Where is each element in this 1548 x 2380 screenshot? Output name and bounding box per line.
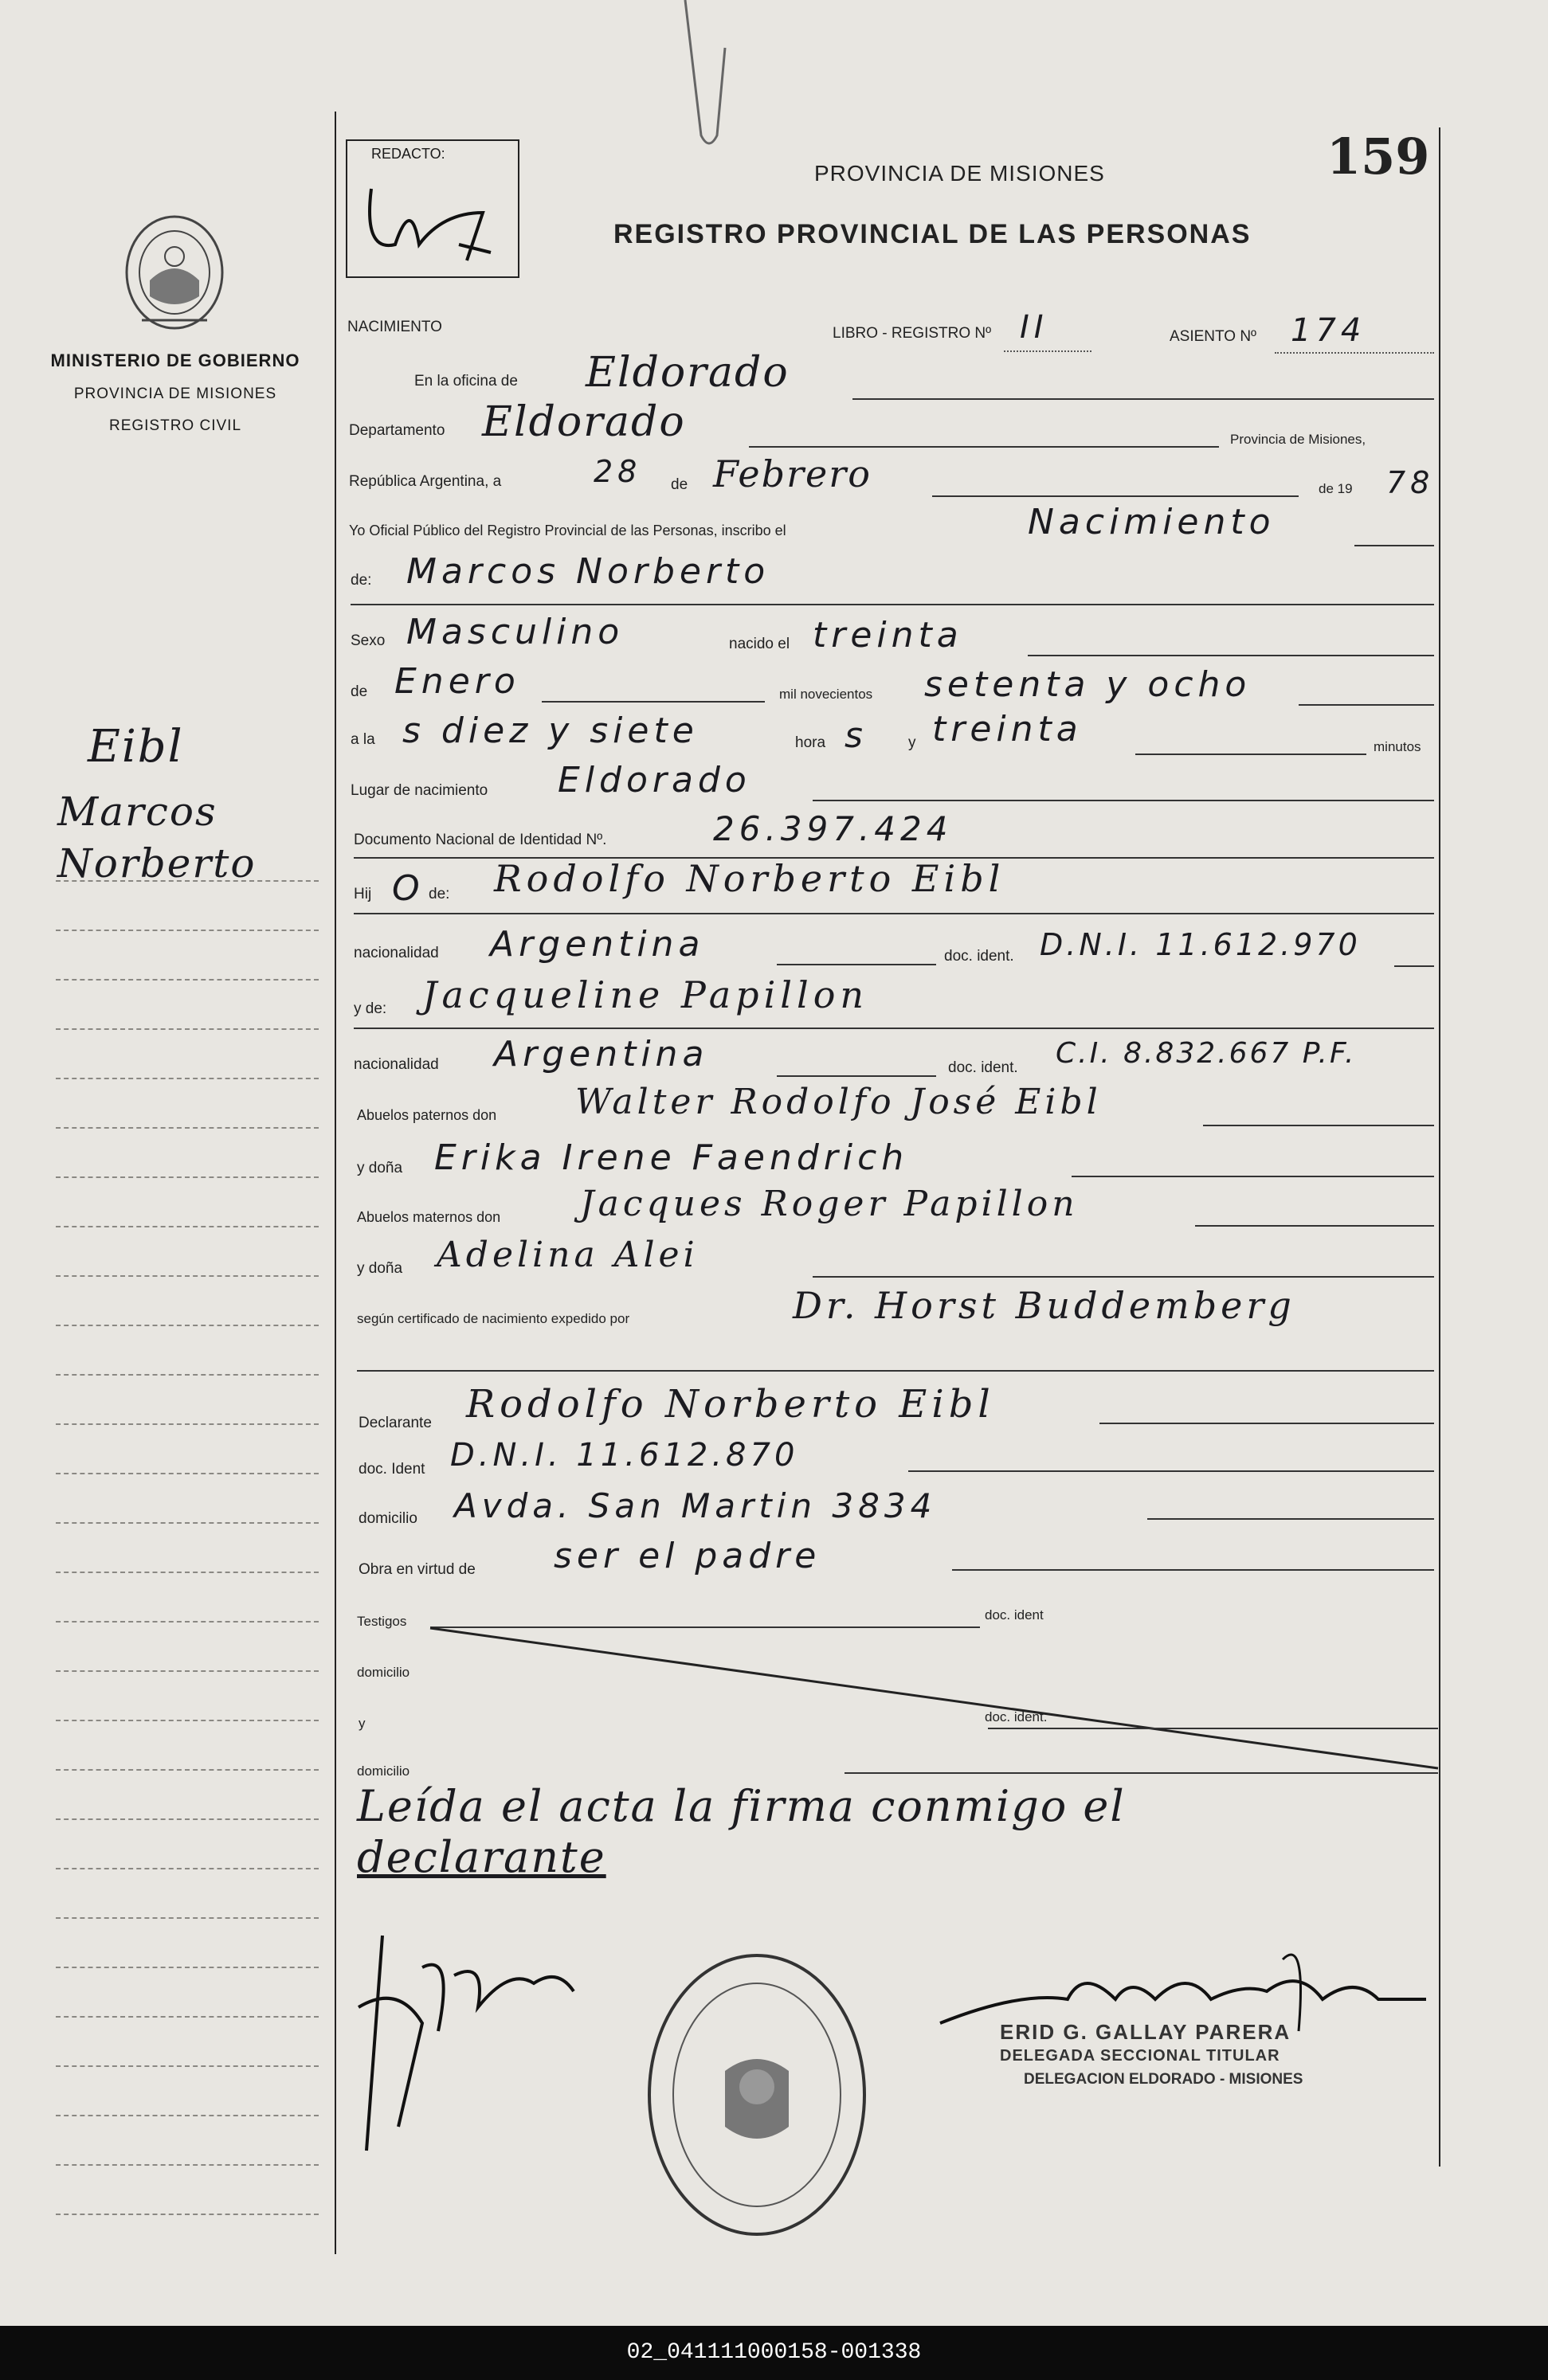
doc2-value: C.I. 8.832.667 P.F.	[1056, 1037, 1357, 1070]
alas-label: a la	[351, 731, 375, 748]
alas-value: s diez y siete	[402, 710, 699, 751]
doc1-label: doc. ident.	[944, 948, 1014, 965]
de-label: de	[671, 476, 688, 493]
departamento-label: Departamento	[349, 422, 445, 439]
oficina-value: Eldorado	[586, 349, 790, 397]
nac1-label: nacionalidad	[354, 945, 439, 961]
oficial-label: Yo Oficial Público del Registro Provincial de las Personas, inscribo el	[349, 523, 786, 538]
obra-label: Obra en virtud de	[359, 1561, 476, 1578]
dni-label: Documento Nacional de Identidad Nº.	[354, 832, 607, 848]
domicilio-label: domicilio	[359, 1510, 417, 1527]
registry-seal	[637, 1944, 876, 2246]
footer-id: 02_041111000158-001338	[0, 2326, 1548, 2380]
declarant-signature	[351, 1920, 605, 2159]
nacido-label: nacido el	[729, 636, 790, 652]
province-header: PROVINCIA DE MISIONES	[814, 161, 1105, 186]
minutos-label: minutos	[1374, 739, 1421, 754]
mes2-value: Enero	[394, 661, 520, 702]
libro-label: LIBRO - REGISTRO Nº	[833, 325, 992, 342]
margin-note-name1: Marcos	[57, 789, 218, 835]
mes-value: Febrero	[713, 452, 872, 495]
yde-label: y de:	[354, 1000, 387, 1017]
registry-header: REGISTRO PROVINCIAL DE LAS PERSONAS	[613, 219, 1252, 249]
doc2-label: doc. ident.	[948, 1059, 1018, 1076]
inscribo-value: Nacimiento	[1028, 502, 1276, 542]
hijo-label: Hij	[354, 886, 372, 902]
nombre-value: Marcos Norberto	[406, 551, 770, 592]
horas-suffix: s	[845, 715, 868, 756]
sexo-value: Masculino	[406, 612, 625, 652]
horas-label: hora	[795, 734, 826, 751]
de-nombre-label: de:	[351, 572, 372, 589]
paper-clip-icon	[653, 0, 749, 151]
departamento-value: Eldorado	[482, 398, 686, 446]
ministry-line2: PROVINCIA DE MISIONES	[73, 386, 277, 402]
dni-value: 26.397.424	[713, 809, 953, 848]
abpat2-value: Erika Irene Faendrich	[434, 1137, 909, 1178]
official-office: DELEGACION ELDORADO - MISIONES	[1024, 2071, 1303, 2088]
abpat-label: Abuelos paternos don	[357, 1107, 497, 1123]
declarante-value: Rodolfo Norberto Eibl	[466, 1382, 995, 1427]
testigos-label: Testigos	[357, 1614, 407, 1629]
lugar-value: Eldorado	[558, 760, 751, 801]
asiento-label: ASIENTO Nº	[1170, 328, 1256, 345]
closing-line1: Leída el acta la firma conmigo el	[357, 1781, 1126, 1831]
dia-value: 28	[594, 454, 642, 489]
segun-label: según certificado de nacimiento expedido por	[357, 1311, 630, 1326]
redacto-label: REDACTO:	[371, 146, 445, 162]
abmat-label: Abuelos maternos don	[357, 1209, 501, 1225]
nac2-label: nacionalidad	[354, 1056, 439, 1073]
padre-value: Rodolfo Norberto Eibl	[494, 857, 1005, 900]
segun-value: Dr. Horst Buddemberg	[793, 1284, 1295, 1327]
asiento-value: 174	[1291, 312, 1366, 349]
nacimiento-label: NACIMIENTO	[347, 319, 442, 335]
mil-value: setenta y ocho	[924, 664, 1252, 705]
ydona1-label: y doña	[357, 1160, 403, 1176]
abmat-value: Jacques Roger Papillon	[580, 1184, 1079, 1224]
closing-line2: declarante	[357, 1832, 606, 1882]
docident2-label: doc. ident	[985, 1607, 1044, 1623]
hijo-de: de:	[429, 886, 450, 902]
mil-label: mil novecientos	[779, 687, 873, 702]
y2-label: y	[359, 1716, 366, 1731]
y-label: y	[908, 734, 916, 751]
abpat-value: Walter Rodolfo José Eibl	[575, 1082, 1102, 1122]
hijo-suffix: O	[392, 868, 425, 909]
docident-value: D.N.I. 11.612.870	[450, 1437, 799, 1474]
provincia-suffix: Provincia de Misiones,	[1230, 432, 1366, 447]
sexo-label: Sexo	[351, 632, 386, 649]
nac1-value: Argentina	[490, 924, 705, 965]
de-mes-label: de	[351, 683, 368, 700]
anio-value: 78	[1386, 465, 1435, 500]
libro-value: II	[1020, 309, 1048, 346]
official-name: ERID G. GALLAY PARERA	[1000, 2020, 1291, 2044]
nac2-value: Argentina	[494, 1034, 709, 1075]
ministry-line3: REGISTRO CIVIL	[108, 417, 242, 434]
anio-prefix: de 19	[1319, 481, 1353, 496]
page-number: 159	[1327, 127, 1430, 186]
republica-label: República Argentina, a	[349, 473, 502, 490]
ministry-line1: MINISTERIO DE GOBIERNO	[50, 350, 300, 370]
minutos-value: treinta	[932, 709, 1083, 750]
madre-value: Jacqueline Papillon	[422, 973, 869, 1016]
lugar-label: Lugar de nacimiento	[351, 782, 488, 799]
docident-label: doc. Ident	[359, 1461, 425, 1478]
domicilio3-label: domicilio	[357, 1763, 410, 1779]
domicilio2-label: domicilio	[357, 1665, 410, 1680]
official-title: DELEGADA SECCIONAL TITULAR	[1000, 2047, 1280, 2065]
docident3-label: doc. ident.	[985, 1709, 1048, 1724]
abmat2-value: Adelina Alei	[437, 1235, 699, 1275]
domicilio-value: Avda. San Martin 3834	[454, 1486, 937, 1525]
declarante-label: Declarante	[359, 1415, 432, 1431]
ydona2-label: y doña	[357, 1260, 403, 1277]
doc1-value: D.N.I. 11.612.970	[1040, 927, 1361, 962]
margin-note-name2: Norberto	[57, 840, 257, 887]
oficina-label: En la oficina de	[414, 373, 518, 389]
nacido-value: treinta	[813, 615, 963, 656]
margin-note-surname: Eibl	[88, 721, 184, 773]
obra-value: ser el padre	[554, 1536, 821, 1576]
